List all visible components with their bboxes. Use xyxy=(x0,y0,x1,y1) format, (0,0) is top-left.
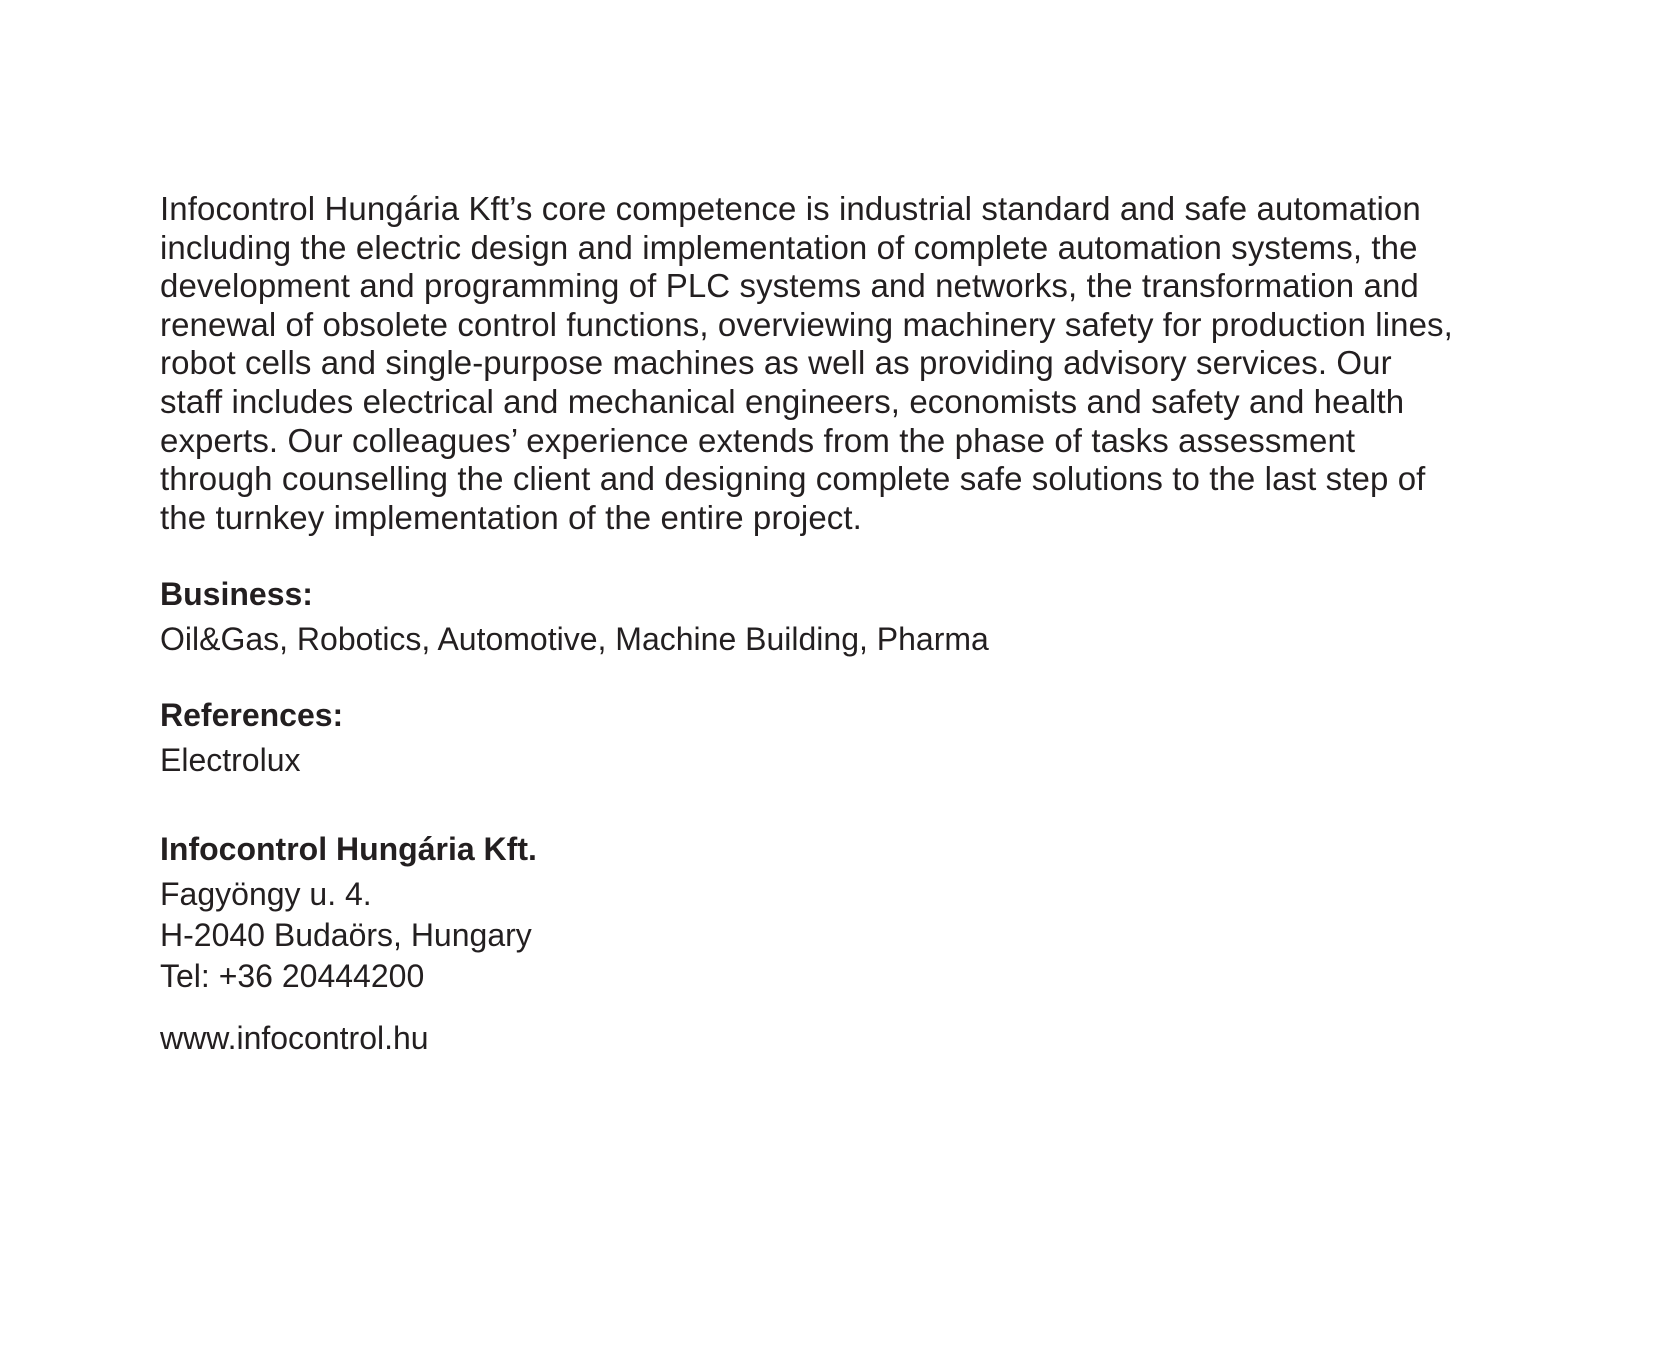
contact-website-link[interactable]: www.infocontrol.hu xyxy=(160,1019,429,1056)
intro-paragraph: Infocontrol Hungária Kft’s core competence is industrial standard and safe automation including the electric design and implementation of complete automation systems, the development and programming of PLC systems and networks, the transformation and renewal of obsolete control functions, overviewing machinery safety for production lines, robot cells and single-purpose machines as well as providing advisory services. Our staff includes electrical and mechanical engineers, economists and safety and health experts. Our colleagues’ experience extends from the phase of tasks assessment through counselling the client and designing complete safe solutions to the last step of the turnkey implementation of the entire project. xyxy=(160,190,1453,536)
business-list: Oil&Gas, Robotics, Automotive, Machine Building, Pharma xyxy=(160,620,989,657)
contact-city: H-2040 Budaörs, Hungary xyxy=(160,916,532,953)
references-heading: References: xyxy=(160,697,344,734)
contact-company-name: Infocontrol Hungária Kft. xyxy=(160,831,537,868)
business-heading: Business: xyxy=(160,576,313,613)
contact-street: Fagyöngy u. 4. xyxy=(160,876,372,912)
references-block xyxy=(160,696,1494,779)
contact-phone: Tel: +36 20444200 xyxy=(160,957,425,994)
references-list: Electrolux xyxy=(160,741,301,778)
contact-block xyxy=(160,829,1494,1057)
business-block xyxy=(160,575,1494,658)
